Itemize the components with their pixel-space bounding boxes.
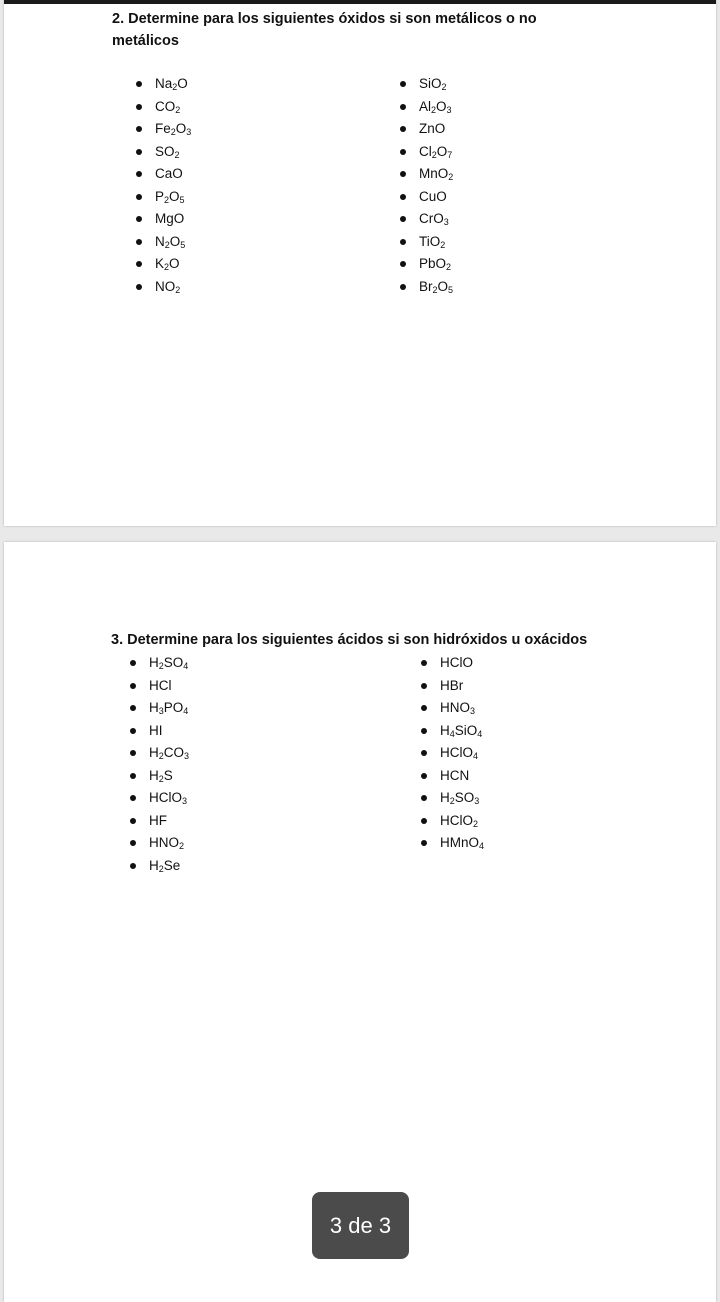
formula-subscript: 2 [432, 284, 438, 295]
formula-text: O [436, 98, 447, 114]
bullet-icon [136, 261, 142, 267]
formula-text: H [149, 745, 159, 760]
formula-subscript: 4 [449, 728, 455, 739]
formula-subscript: 5 [180, 239, 186, 250]
formula-subscript: 2 [473, 818, 479, 829]
formula-subscript: 2 [158, 661, 164, 671]
formula-text: CrO [419, 211, 444, 226]
formula-subscript: 4 [183, 706, 189, 716]
bullet-icon [136, 81, 142, 87]
acid-list-right [440, 652, 484, 855]
formula-subscript: 2 [448, 172, 454, 182]
formula-item [155, 208, 191, 231]
bullet-icon [130, 773, 136, 779]
formula-subscript: 2 [172, 82, 178, 92]
bullet-icon [421, 728, 427, 734]
formula-text: MnO [419, 166, 449, 181]
formula-subscript: 3 [474, 796, 480, 806]
bullet-icon [136, 284, 142, 290]
bullet-icon [130, 728, 136, 734]
bullet-icon [421, 818, 427, 824]
formula-text: HClO [440, 745, 473, 760]
formula-subscript: 2 [174, 149, 180, 160]
formula-item [149, 742, 189, 765]
formula-text: SO [454, 790, 475, 805]
bullet-icon [400, 126, 406, 132]
bullet-icon [421, 683, 427, 689]
bullet-icon [421, 705, 427, 711]
formula-subscript: 2 [179, 841, 185, 851]
formula-text: MgO [155, 211, 185, 226]
formula-text: P [155, 188, 165, 204]
formula-text: HMnO [440, 835, 480, 850]
formula-subscript: 2 [158, 863, 164, 874]
formula-subscript: 3 [186, 127, 192, 137]
formula-subscript: 5 [179, 194, 185, 205]
formula-subscript: 5 [448, 284, 454, 295]
bullet-icon [421, 750, 427, 756]
formula-item [419, 253, 453, 276]
formula-subscript: 4 [183, 661, 189, 671]
bullet-icon [136, 104, 142, 110]
formula-text: CaO [155, 166, 183, 181]
formula-item [149, 697, 189, 720]
formula-subscript: 3 [158, 706, 164, 716]
formula-subscript: 2 [175, 284, 181, 295]
formula-text: CuO [419, 188, 447, 204]
formula-text: PbO [419, 256, 447, 271]
formula-subscript: 2 [446, 262, 452, 272]
formula-subscript: 2 [164, 194, 170, 205]
formula-item [155, 231, 191, 254]
formula-text: O [436, 143, 448, 159]
bullet-icon [130, 750, 136, 756]
formula-item [440, 697, 484, 720]
formula-item [440, 810, 484, 833]
formula-item [419, 208, 453, 231]
formula-text: Al [419, 98, 432, 114]
formula-item [440, 675, 484, 698]
formula-text: H [149, 655, 159, 670]
formula-item [155, 96, 191, 119]
formula-item [440, 720, 484, 743]
formula-subscript: 2 [164, 262, 170, 272]
formula-subscript: 2 [441, 82, 447, 92]
formula-text: CO [163, 745, 185, 760]
formula-text: Fe [155, 121, 171, 136]
formula-text: SiO [454, 722, 478, 738]
formula-item [149, 765, 189, 788]
question-2-heading: 2. Determine para los siguientes óxidos si son metálicos o no metálicos [112, 11, 537, 49]
formula-subscript: 2 [431, 104, 437, 115]
bullet-icon [136, 239, 142, 245]
formula-item [149, 675, 189, 698]
formula-item [155, 276, 191, 299]
formula-item [440, 652, 484, 675]
formula-item [419, 186, 453, 209]
formula-subscript: 3 [446, 104, 452, 115]
formula-text: HBr [440, 677, 464, 693]
formula-subscript: 3 [184, 751, 190, 761]
bullet-icon [400, 216, 406, 222]
formula-subscript: 2 [440, 239, 446, 250]
formula-item [149, 720, 189, 743]
formula-text: HClO [440, 655, 473, 670]
formula-subscript: 2 [449, 796, 455, 806]
oxide-list-left [155, 73, 191, 298]
formula-item [155, 253, 191, 276]
formula-text: HNO [440, 700, 470, 715]
formula-subscript: 4 [473, 751, 479, 761]
formula-subscript: 2 [175, 104, 181, 115]
formula-item [440, 742, 484, 765]
bullet-icon [400, 261, 406, 267]
bullet-icon [136, 171, 142, 177]
formula-text: H [440, 722, 450, 738]
bullet-icon [421, 660, 427, 666]
formula-text: SO [163, 655, 184, 670]
formula-text: TiO [419, 233, 441, 249]
oxide-list-right [419, 73, 453, 298]
formula-text: HCl [149, 677, 172, 693]
formula-text: SiO [419, 76, 442, 91]
bullet-icon [130, 863, 136, 869]
bullet-icon [130, 660, 136, 666]
bullet-icon [400, 284, 406, 290]
bullet-icon [400, 194, 406, 200]
formula-item [419, 141, 453, 164]
bullet-icon [136, 216, 142, 222]
formula-text: K [155, 256, 165, 271]
bullet-icon [421, 773, 427, 779]
formula-item [149, 810, 189, 833]
bullet-icon [130, 683, 136, 689]
bullet-icon [130, 818, 136, 824]
formula-text: Se [163, 857, 181, 873]
formula-subscript: 3 [470, 706, 476, 716]
formula-text: O [175, 121, 187, 136]
formula-item [149, 652, 189, 675]
bullet-icon [136, 194, 142, 200]
formula-text: CO [155, 98, 176, 114]
bullet-icon [400, 171, 406, 177]
formula-text: O [169, 233, 181, 249]
document-page-3 [4, 542, 716, 1302]
formula-text: H [149, 700, 159, 715]
formula-text: N [155, 233, 165, 249]
acid-list-left [149, 652, 189, 877]
formula-item [149, 832, 189, 855]
bullet-icon [400, 81, 406, 87]
formula-text: O [177, 76, 188, 91]
formula-text: O [169, 188, 180, 204]
formula-text: NO [155, 278, 176, 294]
formula-item [149, 855, 189, 878]
formula-item [419, 96, 453, 119]
formula-text: HClO [440, 812, 473, 828]
bullet-icon [130, 840, 136, 846]
formula-item [419, 118, 453, 141]
bullet-icon [421, 840, 427, 846]
formula-text: S [163, 767, 173, 783]
formula-item [155, 141, 191, 164]
page-indicator: 3 de 3 [312, 1192, 409, 1259]
formula-subscript: 3 [182, 796, 188, 806]
formula-item [419, 276, 453, 299]
bullet-icon [400, 149, 406, 155]
formula-item [155, 118, 191, 141]
document-page-2 [4, 0, 716, 526]
formula-text: HF [149, 812, 167, 828]
formula-text: H [149, 857, 159, 873]
formula-text: O [437, 278, 449, 294]
formula-item [440, 765, 484, 788]
formula-item [440, 787, 484, 810]
formula-text: ZnO [419, 121, 446, 136]
formula-text: HI [149, 722, 163, 738]
formula-item [440, 832, 484, 855]
formula-text: HCN [440, 767, 470, 783]
formula-text: O [169, 256, 180, 271]
formula-subscript: 2 [158, 751, 164, 761]
formula-item [419, 73, 453, 96]
formula-subscript: 4 [479, 841, 485, 851]
formula-text: HNO [149, 835, 179, 850]
bullet-icon [400, 104, 406, 110]
formula-item [419, 231, 453, 254]
formula-text: Cl [419, 143, 432, 159]
bullet-icon [130, 795, 136, 801]
formula-item [149, 787, 189, 810]
formula-text: Na [155, 76, 173, 91]
formula-subscript: 2 [431, 149, 437, 160]
formula-text: SO [155, 143, 175, 159]
formula-subscript: 7 [447, 149, 453, 160]
formula-subscript: 2 [164, 239, 170, 250]
formula-item [155, 163, 191, 186]
formula-text: PO [163, 700, 184, 715]
bullet-icon [421, 795, 427, 801]
formula-subscript: 3 [443, 217, 449, 227]
formula-text: HClO [149, 790, 182, 805]
formula-item [419, 163, 453, 186]
formula-item [155, 186, 191, 209]
bullet-icon [136, 149, 142, 155]
formula-subscript: 4 [477, 728, 483, 739]
formula-subscript: 2 [170, 127, 176, 137]
question-3-heading: 3. Determine para los siguientes ácidos si son hidróxidos u oxácidos [111, 632, 588, 648]
bullet-icon [400, 239, 406, 245]
bullet-icon [136, 126, 142, 132]
bullet-icon [130, 705, 136, 711]
formula-item [155, 73, 191, 96]
formula-text: H [149, 767, 159, 783]
formula-subscript: 2 [158, 773, 164, 784]
formula-text: Br [419, 278, 433, 294]
formula-text: H [440, 790, 450, 805]
